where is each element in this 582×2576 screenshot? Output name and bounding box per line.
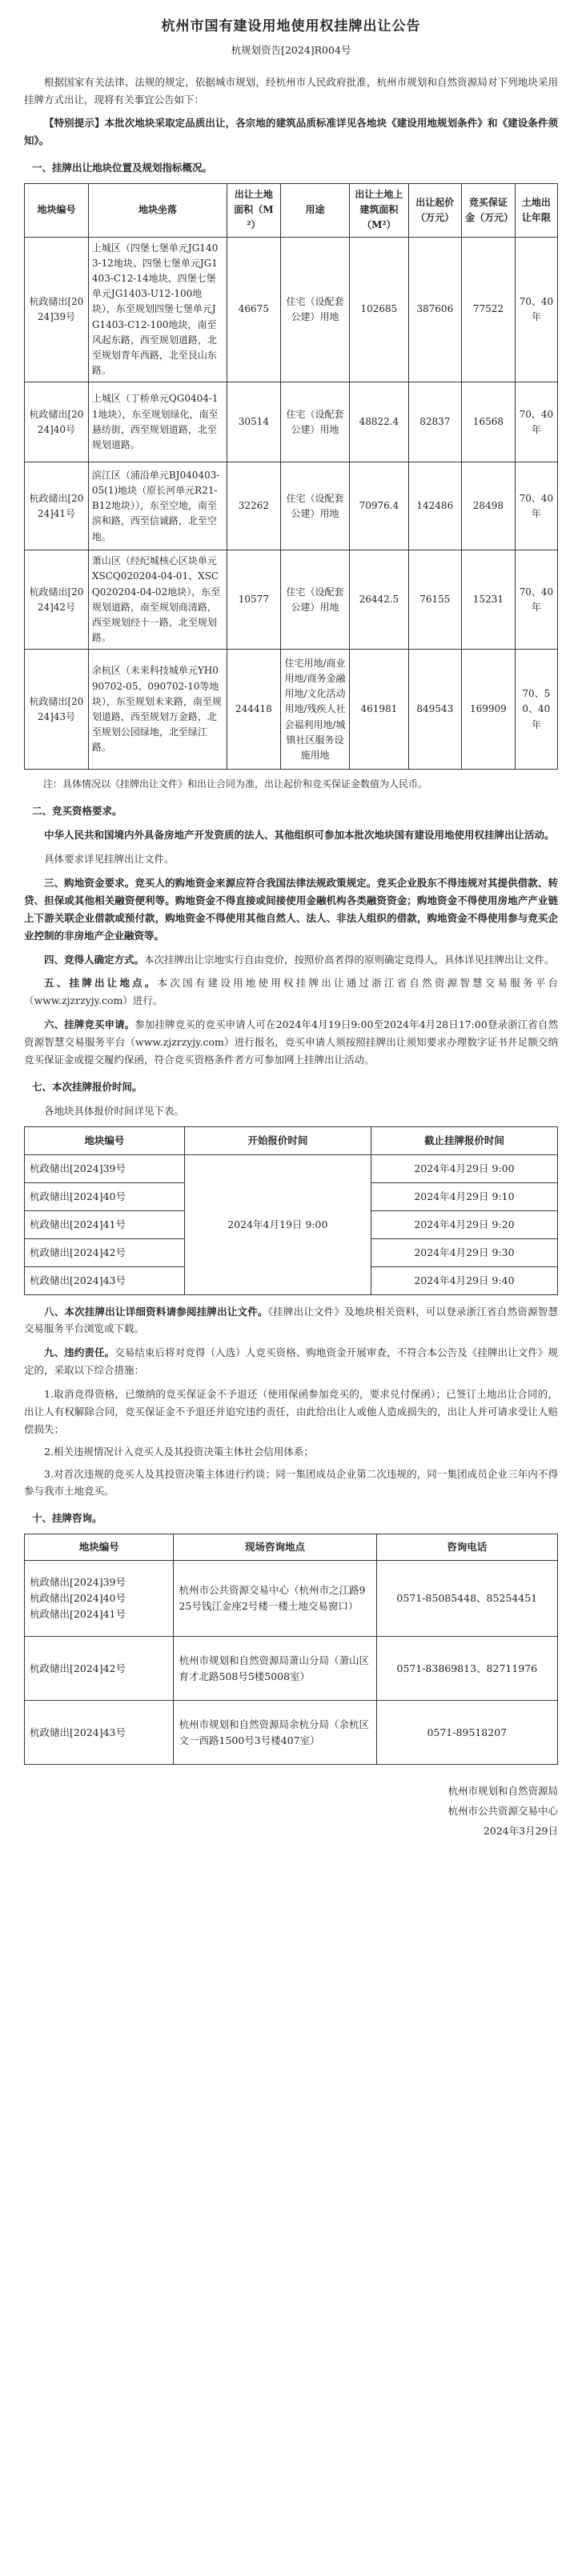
parcel-id: 杭政储出[2024]41号: [30, 1608, 126, 1621]
cell-deposit: 77522: [462, 237, 516, 382]
signature-issuer: 杭州市公共资源交易中心: [448, 1805, 558, 1818]
section-6-text: 参加挂牌竞买的竞买申请人可在2024年4月19日9:00至2024年4月28日17:00登录浙江省自然资源智慧交易服务平台（www.zjzrzyjy.com）进行报名，竞买申请人须按照挂牌出让须知要求办理数字证书并足额交纳竞买保证金或提交履约保函，符合竞买资格条件者方可参加网上挂牌出让活动。: [24, 1018, 558, 1066]
cell-term: 70、40年: [515, 237, 557, 382]
col-parcel-id: 地块编号: [25, 184, 89, 238]
special-notice: 【特别提示】本批次地块采取定品质出让，各宗地的建筑品质标准详见各地块《建设用地规划条件》和《建设条件须知》。: [24, 117, 558, 147]
table-row: [25, 1154, 558, 1182]
col-deposit: 竞买保证金（万元）: [462, 184, 516, 238]
cell-building-area: 461981: [350, 650, 408, 770]
cell-parcel-id: 杭政储出[2024]41号: [25, 1210, 185, 1238]
cell-land-area: 244418: [227, 650, 281, 770]
cell-location: 萧山区（经纪城核心区块单元XSCQ020204-04-01、XSCQ020204-04-02地块），东至规划道路，南至规划商清路，西至规划经十一路，北至规划路。: [88, 550, 227, 650]
cell-place: 杭州市公共资源交易中心（杭州市之江路925号钱江金座2号楼一楼土地交易窗口）: [174, 1561, 376, 1637]
cell-deposit: 169909: [462, 650, 516, 770]
section-3-heading: 三、购地资金要求。: [44, 877, 135, 890]
section-6-paragraph: [24, 1016, 558, 1069]
cell-deposit: 16568: [462, 382, 516, 462]
table-note: 注：具体情况以《挂牌出让文件》和出让合同为准，出让起价和竞买保证金数值为人民币。: [43, 778, 428, 790]
section-4-heading: 四、竞得人确定方式。: [44, 953, 145, 966]
page-title: 杭州市国有建设用地使用权挂牌出让公告: [161, 18, 421, 34]
parcel-id: 杭政储出[2024]39号: [30, 1576, 126, 1589]
cell-place: 杭州市规划和自然资源局余杭分局（余杭区文一西路1500号3号楼407室）: [174, 1701, 376, 1765]
parcel-id: 杭政储出[2024]43号: [30, 1726, 126, 1738]
table-row: [25, 462, 558, 550]
col-start-price: 出让起价（万元）: [408, 184, 462, 238]
parcel-id: 杭政储出[2024]40号: [30, 1592, 126, 1605]
cell-usage: 住宅（设配套公建）用地: [280, 382, 350, 462]
cell-start-price: 82837: [408, 382, 462, 462]
cell-location: 余杭区（未来科技城单元YH090702-05、090702-10等地块），东至规划未来路，南至规划道路，西至规划万金路，北至规划公园绿地，北至绿江路。: [88, 650, 227, 770]
section-3-text: 竞买人的购地资金来源应符合我国法律法规政策规定。竞买企业股东不得违规对其提供借款、转贷、担保或其他相关融资便利等。购地资金不得直接或间接使用金融机构各类融资资金；购地资金不得使用房地产产业链上下游关联企业借款或预付款，购地资金不得使用其他自然人、法人、非法人组织的借款，购地资金不得使用参与竞买企业控制的非房地产企业融资等。: [24, 877, 558, 942]
cell-start-price: 849543: [408, 650, 462, 770]
parcel-overview-table: [24, 183, 558, 770]
list-item: 1.取消竞得资格，已缴纳的竞买保证金不予退还（使用保函参加竞买的，要求兑付保函）；已签订土地出让合同的，出让人有权解除合同，竞买保证金不予退还并追究违约责任，由此给出让人或他人造成损失的，出让人并可请求受让人赔偿损失；: [24, 1388, 558, 1435]
section-2-paragraph: 中华人民共和国境内外具备房地产开发资质的法人、其他组织可参加本批次地块国有建设用地使用权挂牌出让活动。: [44, 829, 555, 842]
table-row: [25, 1701, 558, 1765]
cell-parcel-id: 杭政储出[2024]42号: [25, 550, 89, 650]
cell-end-time: 2024年4月29日 9:30: [371, 1238, 557, 1266]
table-row: [25, 237, 558, 382]
table-row: [25, 382, 558, 462]
section-7-paragraph: 各地块具体报价时间详见下表。: [44, 1104, 185, 1117]
cell-end-time: 2024年4月29日 9:10: [371, 1182, 557, 1210]
cell-start-price: 387606: [408, 237, 462, 382]
list-item: 2.相关违规情况计入竞买人及其投资决策主体社会信用体系；: [44, 1445, 314, 1458]
cell-phone: 0571-85085448、85254451: [376, 1561, 557, 1637]
col-term: 土地出让年限: [515, 184, 557, 238]
table-header-row: [25, 1126, 558, 1154]
signature-block: [24, 1781, 558, 1841]
cell-land-area: 10577: [227, 550, 281, 650]
cell-usage: 住宅（设配套公建）用地: [280, 550, 350, 650]
consultation-table: [24, 1534, 558, 1765]
cell-parcel-id: 杭政储出[2024]41号: [25, 462, 89, 550]
list-item: 3.对首次违规的竞买人及其投资决策主体进行约谈；同一集团成员企业第二次违规的，同一集团成员企业三年内不得参与我市土地竞买。: [24, 1467, 558, 1498]
cell-parcel-id: 杭政储出[2024]43号: [25, 650, 89, 770]
penalty-list: [24, 1386, 558, 1500]
section-2-heading: 二、竞买资格要求。: [32, 805, 122, 818]
section-8-paragraph: [24, 1303, 558, 1338]
section-3-paragraph: [24, 874, 558, 945]
cell-building-area: 26442.5: [350, 550, 408, 650]
section-5-heading: 五、挂牌出让地点。: [44, 977, 158, 990]
cell-parcel-id: 杭政储出[2024]42号: [25, 1238, 185, 1266]
cell-land-area: 32262: [227, 462, 281, 550]
section-7-heading: 七、本次挂牌报价时间。: [32, 1080, 142, 1093]
section-6-heading: 六、挂牌竞买申请。: [44, 1018, 135, 1031]
cell-term: 70、40年: [515, 382, 557, 462]
cell-end-time: 2024年4月29日 9:20: [371, 1210, 557, 1238]
col-place: 现场咨询地点: [174, 1534, 376, 1561]
section-2-detail: 具体要求详见挂牌出让文件。: [44, 853, 175, 866]
parcel-id: 杭政储出[2024]42号: [30, 1662, 126, 1674]
bidding-time-table: [24, 1126, 558, 1295]
cell-deposit: 15231: [462, 550, 516, 650]
section-8-heading: 八、本次挂牌出让详细资料请参阅挂牌出让文件。: [44, 1305, 268, 1318]
cell-parcel-id: 杭政储出[2024]40号: [25, 1182, 185, 1210]
col-usage: 用途: [280, 184, 350, 238]
section-4-paragraph: [24, 951, 558, 969]
col-building-area: 出让土地上建筑面积（M²）: [350, 184, 408, 238]
signature-issuer: 杭州市规划和自然资源局: [448, 1785, 558, 1798]
section-10-heading: 十、挂牌咨询。: [32, 1512, 102, 1525]
cell-phone: 0571-83869813、82711976: [376, 1637, 557, 1701]
cell-parcel-ids: [25, 1701, 174, 1765]
col-parcel-id: 地块编号: [25, 1126, 185, 1154]
cell-parcel-id: 杭政储出[2024]39号: [25, 237, 89, 382]
section-1-heading: 一、挂牌出让地块位置及规划指标概况。: [32, 162, 213, 174]
cell-parcel-id: 杭政储出[2024]40号: [25, 382, 89, 462]
col-location: 地块坐落: [88, 184, 227, 238]
col-phone: 咨询电话: [376, 1534, 557, 1561]
section-8-text: 《挂牌出让文件》及地块相关资料，可以登录浙江省自然资源智慧交易服务平台浏览或下载。: [24, 1305, 558, 1335]
cell-parcel-ids: [25, 1637, 174, 1701]
cell-start-price: 142486: [408, 462, 462, 550]
cell-location: 上城区（四堡七堡单元JG1403-12地块、四堡七堡单元JG1403-C12-14地块、四堡七堡单元JG1403-U12-100地块），东至规划四堡七堡单元JG1403-C12-100地块，南至风起东路，西至规划道路，北至规划青年西路，北至艮山东路。: [88, 237, 227, 382]
cell-term: 70、40年: [515, 462, 557, 550]
section-5-text: 本次国有建设用地使用权挂牌出让通过浙江省自然资源智慧交易服务平台（www.zjzrzyjy.com）进行。: [24, 977, 558, 1007]
table-row: [25, 1637, 558, 1701]
col-parcel-id: 地块编号: [25, 1534, 174, 1561]
cell-start-time: 2024年4月19日 9:00: [184, 1154, 371, 1294]
cell-start-price: 76155: [408, 550, 462, 650]
cell-deposit: 28498: [462, 462, 516, 550]
col-start-time: 开始报价时间: [184, 1126, 371, 1154]
table-row: [25, 1561, 558, 1637]
cell-usage: 住宅用地/商业用地/商务金融用地/文化活动用地/残疾人社会福利用地/城镇社区服务设施用地: [280, 650, 350, 770]
table-row: [25, 550, 558, 650]
cell-term: 70、40年: [515, 550, 557, 650]
col-end-time: 截止挂牌报价时间: [371, 1126, 557, 1154]
cell-usage: 住宅（设配套公建）用地: [280, 462, 350, 550]
section-9-text: 交易结束后将对竞得（入选）人竞买资格、购地资金开展审查，不符合本公告及《挂牌出让文件》规定的，采取以下综合措施：: [24, 1346, 558, 1377]
signature-date: 2024年3月29日: [483, 1825, 558, 1838]
cell-place: 杭州市规划和自然资源局萧山分局（萧山区育才北路508号5楼5008室）: [174, 1637, 376, 1701]
col-land-area: 出让土地面积（M²）: [227, 184, 281, 238]
cell-term: 70、50、40年: [515, 650, 557, 770]
cell-land-area: 30514: [227, 382, 281, 462]
intro-paragraph: 根据国家有关法律、法规的规定，依据城市规划，经杭州市人民政府批准，杭州市规划和自然资源局对下列地块采用挂牌方式出让，现将有关事宜公告如下：: [24, 75, 558, 106]
cell-parcel-id: 杭政储出[2024]39号: [25, 1154, 185, 1182]
cell-location: 滨江区（浦沿单元BJ040403-05(1)地块（原长河单元R21-B12地块）），东至空地，南至滨和路，西至信诚路，北至空地。: [88, 462, 227, 550]
cell-building-area: 102685: [350, 237, 408, 382]
cell-parcel-id: 杭政储出[2024]43号: [25, 1266, 185, 1294]
document-number: 杭规划资告[2024]R004号: [231, 43, 351, 56]
cell-phone: 0571-89518207: [376, 1701, 557, 1765]
cell-usage: 住宅（设配套公建）用地: [280, 237, 350, 382]
cell-building-area: 48822.4: [350, 382, 408, 462]
cell-land-area: 46675: [227, 237, 281, 382]
section-5-paragraph: [24, 974, 558, 1010]
table-header-row: [25, 1534, 558, 1561]
section-9-heading: 九、违约责任。: [44, 1346, 115, 1359]
section-9-paragraph: [24, 1344, 558, 1379]
cell-end-time: 2024年4月29日 9:40: [371, 1266, 557, 1294]
cell-parcel-ids: [25, 1561, 174, 1637]
cell-building-area: 70976.4: [350, 462, 408, 550]
table-row: [25, 650, 558, 770]
cell-end-time: 2024年4月29日 9:00: [371, 1154, 557, 1182]
section-4-text: 本次挂牌出让宗地实行自由竞价，按照价高者得的原则确定竞得人，具体详见挂牌出让文件。: [144, 953, 555, 966]
table-header-row: [25, 184, 558, 238]
cell-location: 上城区（丁桥单元QG0404-11地块），东至规划绿化，南至悬纺街，西至规划道路，北至规划道路。: [88, 382, 227, 462]
